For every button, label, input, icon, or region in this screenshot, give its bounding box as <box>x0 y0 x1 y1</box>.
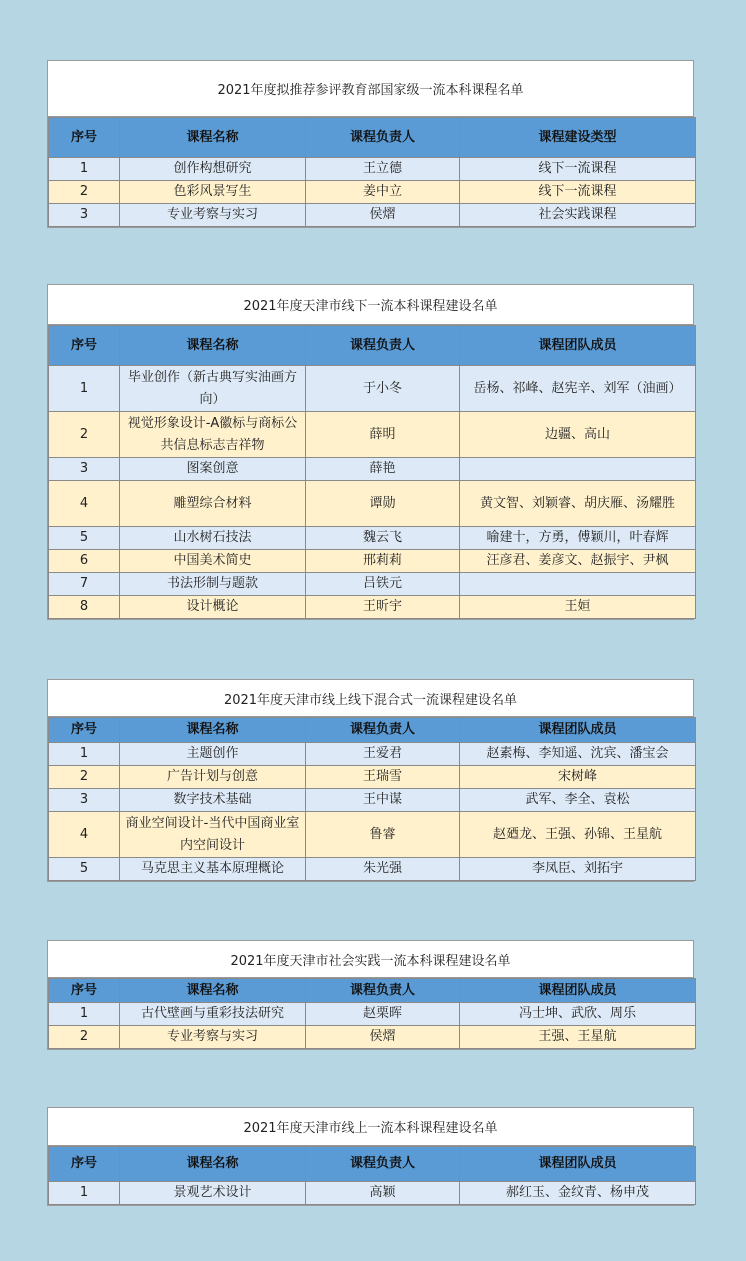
cell-no: 5 <box>49 858 120 881</box>
cell-name: 专业考察与实习 <box>120 204 306 227</box>
cell-lead: 侯熠 <box>306 1026 460 1049</box>
cell-no: 4 <box>49 481 120 527</box>
header-lead: 课程负责人 <box>306 1147 460 1182</box>
cell-no: 2 <box>49 766 120 789</box>
cell-no: 1 <box>49 1003 120 1026</box>
cell-lead: 邢莉莉 <box>306 550 460 573</box>
cell-lead: 高颖 <box>306 1182 460 1205</box>
cell-name: 图案创意 <box>120 458 306 481</box>
cell-lead: 姜中立 <box>306 181 460 204</box>
table-title: 2021年度天津市线上线下混合式一流课程建设名单 <box>48 680 693 717</box>
header-name: 课程名称 <box>120 118 306 158</box>
cell-type: 社会实践课程 <box>460 204 696 227</box>
cell-lead: 吕铁元 <box>306 573 460 596</box>
cell-lead: 王中谋 <box>306 789 460 812</box>
cell-no: 1 <box>49 743 120 766</box>
course-table <box>48 978 696 1049</box>
cell-no: 6 <box>49 550 120 573</box>
cell-name: 主题创作 <box>120 743 306 766</box>
header-no: 序号 <box>49 979 120 1003</box>
cell-name: 马克思主义基本原理概论 <box>120 858 306 881</box>
cell-no: 5 <box>49 527 120 550</box>
header-no: 序号 <box>49 1147 120 1182</box>
cell-no: 2 <box>49 412 120 458</box>
cell-lead: 王昕宇 <box>306 596 460 619</box>
cell-name: 古代壁画与重彩技法研究 <box>120 1003 306 1026</box>
table-row <box>49 527 696 550</box>
table-row <box>49 858 696 881</box>
cell-name: 雕塑综合材料 <box>120 481 306 527</box>
cell-name: 专业考察与实习 <box>120 1026 306 1049</box>
cell-team: 汪彦君、姜彦文、赵振宇、尹枫 <box>460 550 696 573</box>
cell-team: 边疆、高山 <box>460 412 696 458</box>
cell-team: 王强、王星航 <box>460 1026 696 1049</box>
table-row <box>49 481 696 527</box>
table-row <box>49 1003 696 1026</box>
header-lead: 课程负责人 <box>306 118 460 158</box>
table-row <box>49 789 696 812</box>
cell-lead: 王瑞雪 <box>306 766 460 789</box>
cell-team: 郝红玉、金纹青、杨申茂 <box>460 1182 696 1205</box>
cell-no: 7 <box>49 573 120 596</box>
table-row <box>49 366 696 412</box>
course-table <box>48 117 696 227</box>
cell-lead: 王爱君 <box>306 743 460 766</box>
cell-no: 1 <box>49 158 120 181</box>
course-table <box>48 717 696 881</box>
table-row <box>49 743 696 766</box>
cell-name: 广告计划与创意 <box>120 766 306 789</box>
table-row <box>49 1026 696 1049</box>
cell-no: 3 <box>49 458 120 481</box>
header-lead: 课程负责人 <box>306 718 460 743</box>
header-team: 课程团队成员 <box>460 1147 696 1182</box>
cell-no: 8 <box>49 596 120 619</box>
cell-team: 喻建十，方勇，傅颖川，叶春辉 <box>460 527 696 550</box>
header-team: 课程团队成员 <box>460 718 696 743</box>
cell-lead: 朱光强 <box>306 858 460 881</box>
table-row <box>49 412 696 458</box>
table-row <box>49 1182 696 1205</box>
header-type: 课程建设类型 <box>460 118 696 158</box>
cell-name: 毕业创作（新古典写实油画方向） <box>120 366 306 412</box>
table-row <box>49 812 696 858</box>
cell-no: 4 <box>49 812 120 858</box>
table-title: 2021年度天津市社会实践一流本科课程建设名单 <box>48 941 693 978</box>
table-row <box>49 458 696 481</box>
cell-type: 线下一流课程 <box>460 181 696 204</box>
cell-name: 创作构想研究 <box>120 158 306 181</box>
cell-team <box>460 458 696 481</box>
cell-name: 山水树石技法 <box>120 527 306 550</box>
table-blended-first-class <box>47 679 694 882</box>
table-national-first-class <box>47 60 694 228</box>
cell-name: 色彩风景写生 <box>120 181 306 204</box>
cell-team: 冯士坤、武欣、周乐 <box>460 1003 696 1026</box>
header-lead: 课程负责人 <box>306 326 460 366</box>
table-row <box>49 204 696 227</box>
cell-lead: 王立德 <box>306 158 460 181</box>
header-name: 课程名称 <box>120 1147 306 1182</box>
table-row <box>49 550 696 573</box>
cell-team: 王姮 <box>460 596 696 619</box>
course-table <box>48 325 696 619</box>
cell-no: 1 <box>49 366 120 412</box>
table-row <box>49 766 696 789</box>
header-no: 序号 <box>49 118 120 158</box>
cell-name: 视觉形象设计-A徽标与商标公共信息标志吉祥物 <box>120 412 306 458</box>
cell-team: 黄文智、刘颖睿、胡庆雁、汤耀胜 <box>460 481 696 527</box>
cell-type: 线下一流课程 <box>460 158 696 181</box>
cell-lead: 谭勋 <box>306 481 460 527</box>
cell-team: 宋树峰 <box>460 766 696 789</box>
cell-no: 2 <box>49 181 120 204</box>
cell-team <box>460 573 696 596</box>
cell-name: 商业空间设计-当代中国商业室内空间设计 <box>120 812 306 858</box>
cell-team: 李凤臣、刘拓宇 <box>460 858 696 881</box>
cell-name: 书法形制与题款 <box>120 573 306 596</box>
header-name: 课程名称 <box>120 718 306 743</box>
header-name: 课程名称 <box>120 979 306 1003</box>
table-social-practice <box>47 940 694 1050</box>
table-offline-first-class <box>47 284 694 620</box>
header-name: 课程名称 <box>120 326 306 366</box>
table-row <box>49 596 696 619</box>
cell-no: 3 <box>49 789 120 812</box>
header-lead: 课程负责人 <box>306 979 460 1003</box>
cell-lead: 于小冬 <box>306 366 460 412</box>
cell-lead: 赵栗晖 <box>306 1003 460 1026</box>
cell-lead: 侯熠 <box>306 204 460 227</box>
header-team: 课程团队成员 <box>460 979 696 1003</box>
cell-name: 设计概论 <box>120 596 306 619</box>
table-title: 2021年度天津市线上一流本科课程建设名单 <box>48 1108 693 1146</box>
header-no: 序号 <box>49 326 120 366</box>
cell-lead: 鲁睿 <box>306 812 460 858</box>
cell-team: 岳杨、祁峰、赵宪辛、刘军（油画） <box>460 366 696 412</box>
header-team: 课程团队成员 <box>460 326 696 366</box>
header-no: 序号 <box>49 718 120 743</box>
table-online-first-class <box>47 1107 694 1206</box>
table-row <box>49 158 696 181</box>
cell-name: 中国美术简史 <box>120 550 306 573</box>
cell-lead: 薛明 <box>306 412 460 458</box>
cell-team: 赵素梅、李知遥、沈宾、潘宝会 <box>460 743 696 766</box>
cell-no: 2 <box>49 1026 120 1049</box>
table-title: 2021年度拟推荐参评教育部国家级一流本科课程名单 <box>48 61 693 117</box>
table-row <box>49 573 696 596</box>
cell-lead: 薛艳 <box>306 458 460 481</box>
cell-name: 景观艺术设计 <box>120 1182 306 1205</box>
cell-team: 赵廼龙、王强、孙锦、王星航 <box>460 812 696 858</box>
table-row <box>49 181 696 204</box>
cell-team: 武军、李全、袁松 <box>460 789 696 812</box>
cell-lead: 魏云飞 <box>306 527 460 550</box>
table-title: 2021年度天津市线下一流本科课程建设名单 <box>48 285 693 325</box>
course-table <box>48 1146 696 1205</box>
cell-no: 3 <box>49 204 120 227</box>
cell-name: 数字技术基础 <box>120 789 306 812</box>
cell-no: 1 <box>49 1182 120 1205</box>
